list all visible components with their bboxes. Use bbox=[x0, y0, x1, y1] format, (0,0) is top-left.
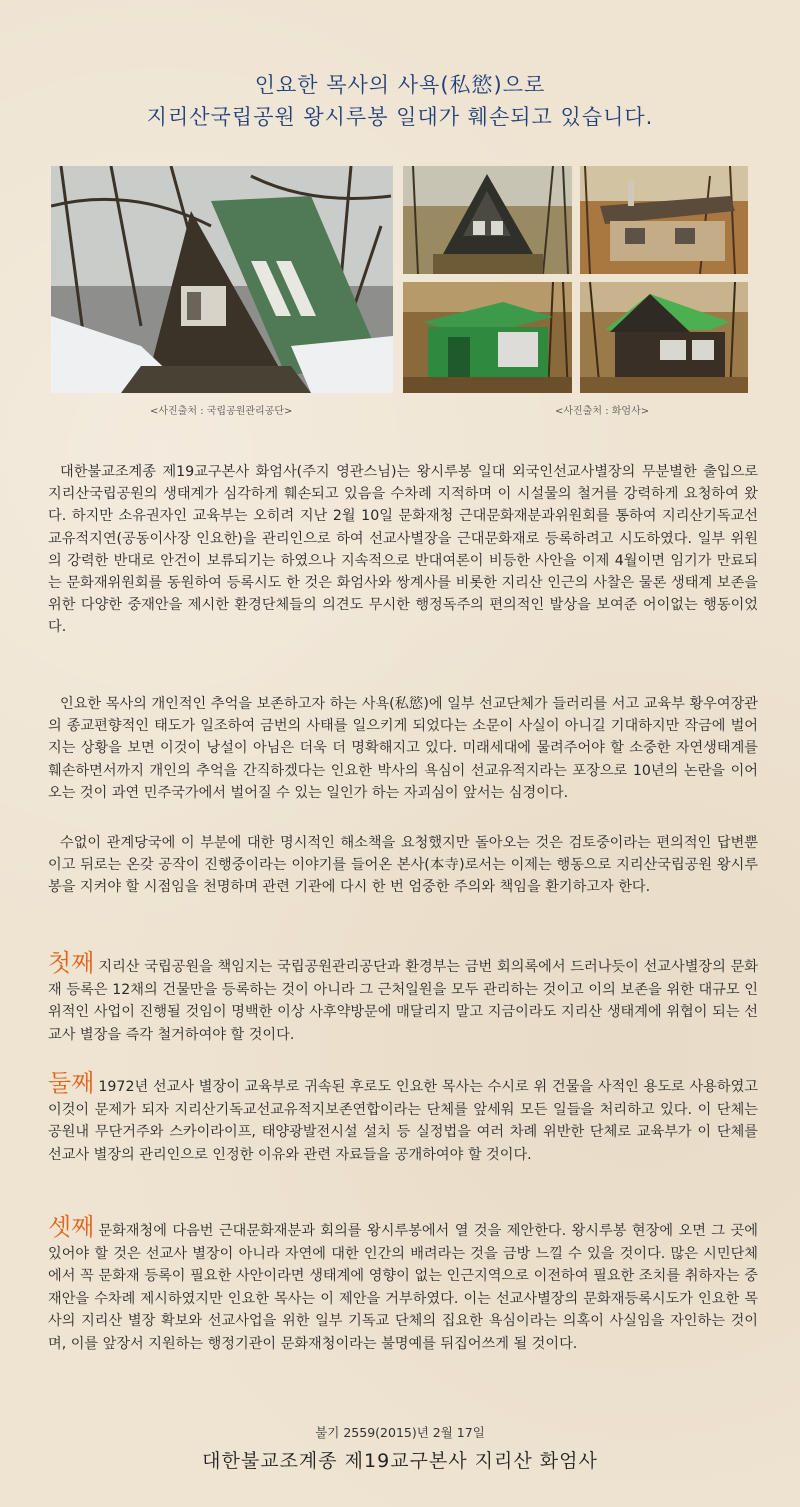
cabin-photo-log-house bbox=[580, 166, 748, 274]
demand-point-1 bbox=[48, 949, 758, 1046]
point-lead-3: 셋째 bbox=[48, 1213, 95, 1241]
point-lead-1: 첫째 bbox=[48, 949, 95, 977]
demand-point-2 bbox=[48, 1069, 758, 1166]
point-lead-2: 둘째 bbox=[48, 1069, 95, 1097]
cabin-photo-green-hut bbox=[403, 282, 572, 393]
body-paragraph-3: 수없이 관계당국에 이 부분에 대한 명시적인 해소책을 요청했지만 돌아오는 것은 검토중이라는 편의적인 답변뿐이고 뒤로는 온갖 공작이 진행중이라는 이야기를 들어온 본사(本寺)로서는 이제는 행동으로 지리산국립공원 왕시루봉을 지켜야 할 시점임을 천명하며 관련 기관에 다시 한 번 엄중한 주의와 책임을 환기하고자 한다. bbox=[48, 835, 758, 896]
point-text-1: 지리산 국립공원을 책임지는 국립공원관리공단과 환경부는 금번 회의록에서 드러나듯이 선교사별장의 문화재 등록은 12채의 건물만을 등록하는 것이 아니라 그 근처일원을 모두 관리하는 것이고 이의 보존을 위한 대규모 인위적인 사업이 진행될 것임이 명백한 이상 사후약방문에 매달리지 말고 지금이라도 지리산 생태계에 위협이 되는 선교사 별장을 즉각 철거하여야 할 것이다. bbox=[48, 959, 758, 1043]
photo-credit-right: <사진출처 : 화엄사> bbox=[555, 406, 650, 417]
body-paragraph-1: 대한불교조계종 제19교구본사 화엄사(주지 영관스님)는 왕시루봉 일대 외국인선교사별장의 무분별한 출입으로 지리산국립공원의 생태계가 심각하게 훼손되고 있음을 수차례 지적하며 이 시설물의 철거를 강력하게 요청하여 왔다. 하지만 소유권자인 교육부는 오히려 지난 2월 10일 문화재청 근대문화재분과위원회를 통하여 지리산기독교선교유적지연(공동이사장 인요한)을 관리인으로 하여 선교사별장을 근대문화재로 등록하려고 시도하였다. 일부 위원의 강력한 반대로 안건이 보류되기는 하였으나 지속적으로 반대여론이 비등한 사안을 이제 4월이면 임기가 만료되는 문화재위원회를 동원하여 등록시도 한 것은 화엄사와 쌍계사를 비롯한 지리산 인근의 사찰은 물론 생태계 보존을 위한 다양한 중재안을 제시한 환경단체들의 의견도 무시한 행정독주의 편의적인 발상을 보여준 어이없는 행동이었다. bbox=[48, 464, 758, 636]
demand-point-3 bbox=[48, 1213, 758, 1356]
point-text-3: 문화재청에 다음번 근대문화재분과 회의를 왕시루봉에서 열 것을 제안한다. 왕시루봉 현장에 오면 그 곳에 있어야 할 것은 선교사 별장이 아니라 자연에 대한 인간의 배려라는 것을 금방 느낄 수 있을 것이다. 많은 시민단체에서 꼭 문화재 등록이 필요한 사안이라면 생태계에 영향이 없는 인근지역으로 이전하여 필요한 조치를 취하자는 중재안을 수차례 제시하였지만 인요한 목사는 이 제안을 거부하였다. 이는 선교사별장의 문화재등록시도가 인요한 목사의 지리산 별장 확보와 선교사업을 위한 일부 기독교 단체의 집요한 욕심이라는 의혹이 사실임을 자인하는 것이며, 이를 앞장서 지원하는 행정기관이 문화재청이라는 불명예를 뒤집어쓰게 될 것이다. bbox=[48, 1223, 758, 1352]
point-text-2: 1972년 선교사 별장이 교육부로 귀속된 후로도 인요한 목사는 수시로 위 건물을 사적인 용도로 사용하였고 이것이 문제가 되자 지리산기독교선교유적지보존연합이라는 단체를 앞세워 모든 일들을 처리하고 있다. 이 단체는 공원내 무단거주와 스카이라이프, 태양광발전시설 설치 등 실정법을 여러 차례 위반한 단체로 교육부가 이 단체를 선교사 별장의 관리인으로 인정한 이유와 관련 자료들을 공개하여야 할 것이다. bbox=[48, 1079, 758, 1163]
cabin-photo-a-frame-dark bbox=[403, 166, 572, 274]
photo-credit-left: <사진출처 : 국립공원관리공단> bbox=[150, 406, 293, 417]
title-line-1: 인요한 목사의 사욕(私慾)으로 bbox=[254, 73, 546, 97]
statement-date: 불기 2559(2015)년 2월 17일 bbox=[315, 1425, 485, 1440]
cabin-photo-green-gable bbox=[580, 282, 748, 393]
title-line-2: 지리산국립공원 왕시루봉 일대가 훼손되고 있습니다. bbox=[146, 105, 654, 129]
issuing-organization: 대한불교조계종 제19교구본사 지리산 화엄사 bbox=[202, 1450, 598, 1472]
body-paragraph-2: 인요한 목사의 개인적인 추억을 보존하고자 하는 사욕(私慾)에 일부 선교단체가 들러리를 서고 교육부 황우여장관의 종교편향적인 태도가 일조하여 금번의 사태를 일으키게 되었다는 소문이 사실이 아니길 기대하지만 작금에 벌어지는 상황을 보면 이것이 낭설이 아님은 더욱 더 명확해지고 있다. 미래세대에 물려주어야 할 소중한 자연생태계를 훼손하면서까지 개인의 추억을 간직하겠다는 인요한 박사의 욕심이 선교유적지라는 포장으로 10년의 논란을 이어오는 것이 과연 민주국가에서 벌어질 수 있는 일인가 하는 자괴심이 앞서는 심경이다. bbox=[48, 696, 758, 801]
page-title bbox=[0, 70, 800, 134]
cabin-photo-main bbox=[51, 166, 393, 393]
